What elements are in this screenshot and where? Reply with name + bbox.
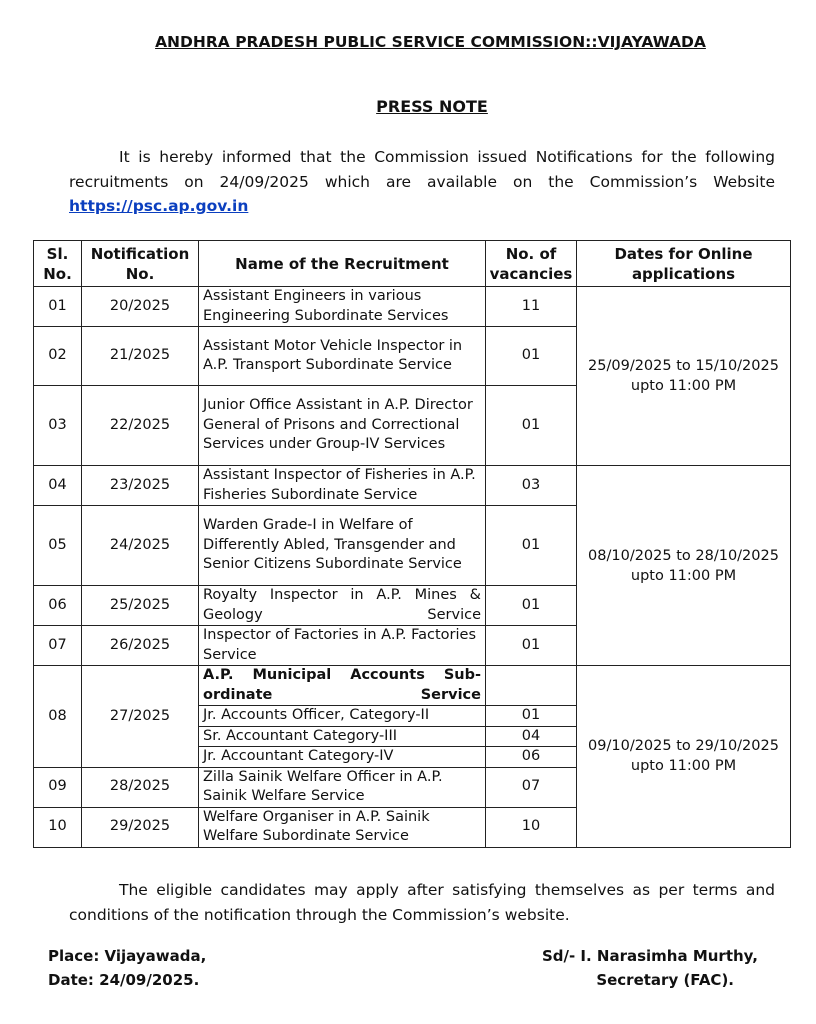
header-recruitment-name: Name of the Recruitment: [199, 241, 486, 287]
date-range: 08/10/2025 to 28/10/2025: [588, 547, 779, 564]
org-title: ANDHRA PRADESH PUBLIC SERVICE COMMISSION::VIJAYAWADA: [155, 33, 706, 51]
notification-no: 26/2025: [82, 626, 199, 666]
notification-no: 27/2025: [82, 666, 199, 768]
header-vacancies: No. of vacancies: [486, 241, 577, 287]
vacancies: 01: [486, 506, 577, 586]
date: Date: 24/09/2025.: [48, 971, 200, 989]
date-time: upto 11:00 PM: [630, 758, 737, 775]
recruitment-name: Royalty Inspector in A.P. Mines & Geology Service: [199, 586, 486, 626]
header-dates: Dates for Online applications: [577, 241, 791, 287]
recruitment-table: [33, 240, 791, 848]
notification-no: 28/2025: [82, 767, 199, 807]
recruitment-name: Assistant Engineers in various Engineering Subordinate Services: [199, 287, 486, 327]
sl-no: 07: [34, 626, 82, 666]
recruitment-name: Zilla Sainik Welfare Officer in A.P. Sainik Welfare Service: [199, 767, 486, 807]
recruitment-name: Welfare Organiser in A.P. Sainik Welfare Subordinate Service: [199, 807, 486, 847]
table-header-row: [34, 241, 791, 287]
header-sl-no: Sl. No.: [34, 241, 82, 287]
document-title: PRESS NOTE: [376, 97, 488, 116]
website-link[interactable]: https://psc.ap.gov.in: [69, 197, 249, 215]
vacancies: 06: [486, 747, 577, 768]
recruitment-name: Assistant Inspector of Fisheries in A.P. Fisheries Subordinate Service: [199, 466, 486, 506]
recruitment-name: Inspector of Factories in A.P. Factories Service: [199, 626, 486, 666]
sl-no: 09: [34, 767, 82, 807]
recruitment-name: Junior Office Assistant in A.P. Director General of Prisons and Correctional Services under Group-IV Services: [199, 386, 486, 466]
vacancies: 07: [486, 767, 577, 807]
date-time: upto 11:00 PM: [630, 378, 737, 394]
sl-no: 05: [34, 506, 82, 586]
sl-no: 06: [34, 586, 82, 626]
intro-paragraph: [69, 145, 775, 219]
recruitment-name: Warden Grade-I in Welfare of Differently Abled, Transgender and Senior Citizens Subordinate Service: [199, 506, 486, 586]
notification-no: 25/2025: [82, 586, 199, 626]
closing-text: The eligible candidates may apply after satisfying themselves as per terms and conditions of the notification through the Commission’s website.: [69, 881, 775, 924]
notification-no: 29/2025: [82, 807, 199, 847]
sl-no: 03: [34, 386, 82, 466]
date-group-3: [577, 666, 791, 848]
vacancies: 01: [486, 586, 577, 626]
notification-no: 24/2025: [82, 506, 199, 586]
date-range: 25/09/2025 to 15/10/2025: [588, 358, 779, 374]
date-range: 09/10/2025 to 29/10/2025: [588, 738, 779, 755]
closing-paragraph: [69, 878, 775, 927]
place-date-block: [48, 944, 206, 992]
sub-post-name: Sr. Accountant Category-III: [199, 726, 486, 747]
sl-no: 02: [34, 327, 82, 386]
intro-text: It is hereby informed that the Commission issued Notifications for the following recruitments on 24/09/2025 which are available on the Commission’s Website: [69, 148, 775, 191]
vacancies: 03: [486, 466, 577, 506]
notification-no: 21/2025: [82, 327, 199, 386]
table-row: [34, 287, 791, 327]
table-row: [34, 666, 791, 706]
vacancies: 10: [486, 807, 577, 847]
recruitment-name: A.P. Municipal Accounts Sub-ordinate Service: [199, 666, 486, 706]
vacancies: 01: [486, 626, 577, 666]
sub-post-name: Jr. Accountant Category-IV: [199, 747, 486, 768]
sl-no: 08: [34, 666, 82, 768]
vacancies: 11: [486, 287, 577, 327]
notification-no: 20/2025: [82, 287, 199, 327]
signature-block: [542, 944, 758, 992]
notification-no: 23/2025: [82, 466, 199, 506]
vacancies: 01: [486, 327, 577, 386]
recruitment-name: Assistant Motor Vehicle Inspector in A.P. Transport Subordinate Service: [199, 327, 486, 386]
vacancies: 01: [486, 706, 577, 727]
sl-no: 01: [34, 287, 82, 327]
date-time: upto 11:00 PM: [630, 567, 737, 584]
vacancies-empty: [486, 666, 577, 706]
vacancies: 01: [486, 386, 577, 466]
sl-no: 04: [34, 466, 82, 506]
notification-no: 22/2025: [82, 386, 199, 466]
date-group-2: [577, 466, 791, 666]
place: Place: Vijayawada,: [48, 947, 207, 965]
header-notification-no: Notification No.: [82, 241, 199, 287]
sub-post-name: Jr. Accounts Officer, Category-II: [199, 706, 486, 727]
signatory: Sd/- I. Narasimha Murthy,: [541, 947, 758, 965]
date-group-1: [577, 287, 791, 466]
designation: Secretary (FAC).: [596, 971, 734, 989]
table-row: [34, 466, 791, 506]
sl-no: 10: [34, 807, 82, 847]
vacancies: 04: [486, 726, 577, 747]
